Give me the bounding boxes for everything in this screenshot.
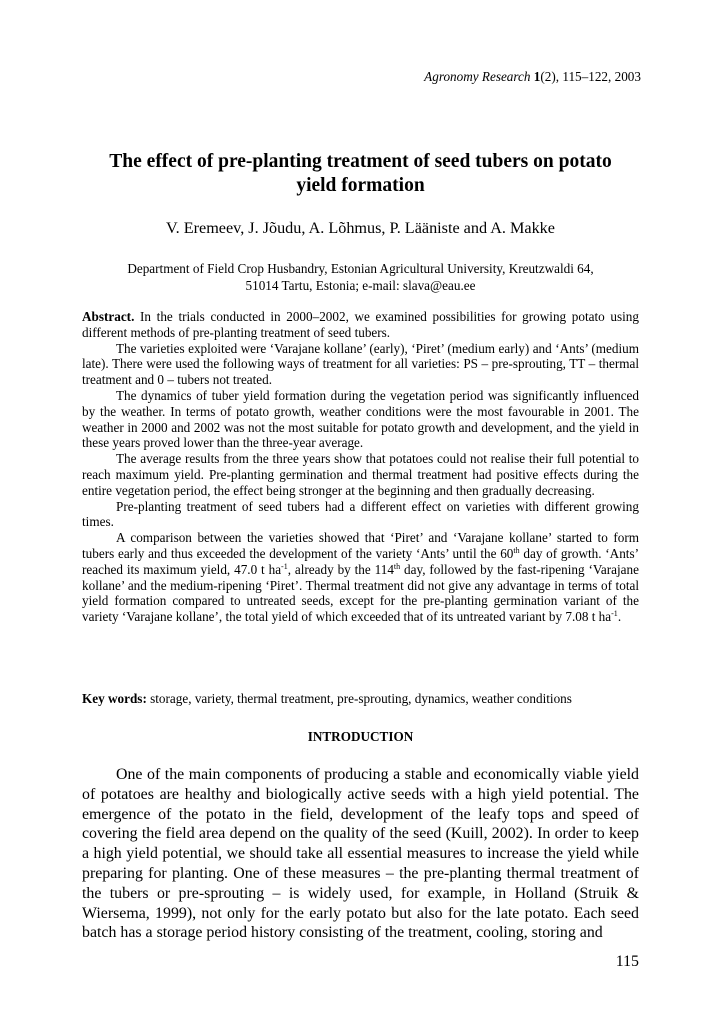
superscript-minus-one: -1 xyxy=(611,609,618,619)
paper-title xyxy=(80,150,641,198)
superscript-th: th xyxy=(513,545,520,555)
page-number: 115 xyxy=(615,953,639,970)
superscript-th: th xyxy=(393,561,401,571)
affiliation-line-1: Department of Field Crop Husbandry, Estonian Agricultural University, Kreutzwaldi 64, xyxy=(127,261,594,276)
introduction-paragraph-1: One of the main components of producing a stable and economically viable yield of potatoes are healthy and biologically active seeds with a high yield potential. The emergence of the potato in the field, development of the leafy tops and speed of covering the field area depend on the quality of the seed (Kuill, 2002). In order to keep a high yield potential, we should take all essential measures to increase the yield while preparing for planting. One of these measures – the pre-planting thermal treatment of the tubers or pre-sprouting – is widely used, for example, in Holland (Struik & Wiersema, 1999), not only for the early potato but also for the late potato. Each seed batch has a storage period history consisting of the treatment, cooling, storing and xyxy=(82,766,639,942)
abstract-paragraph-6 xyxy=(82,530,639,625)
abstract-paragraph-1 xyxy=(82,309,639,341)
author-list: V. Eremeev, J. Jõudu, A. Lõhmus, P. Lääniste and A. Makke xyxy=(166,219,555,237)
abstract-paragraph-4: The average results from the three years show that potatoes could not realise their full potential to reach maximum yield. Pre-planting germination and thermal treatment had positive effects during the entire vegetation period, the effect being stronger at the beginning and then gradually decreasing. xyxy=(82,451,639,498)
journal-name: Agronomy Research xyxy=(424,69,531,84)
abstract-paragraph-3: The dynamics of tuber yield formation during the vegetation period was significantly influenced by the weather. In terms of potato growth, weather conditions were the most favourable in 2001. The weather in 2000 and 2002 was not the most suitable for potato growth and development, and the yield in these years proved lower than the three-year average. xyxy=(82,387,639,451)
superscript-minus-one: -1 xyxy=(281,561,288,571)
section-heading-introduction: INTRODUCTION xyxy=(307,729,414,744)
abstract-text-6b: day of growth. ‘Ants’ reached its maximum yield, 47.0 t ha xyxy=(82,545,639,577)
abstract-label: Abstract. xyxy=(82,309,135,324)
affiliation xyxy=(80,260,641,294)
journal-citation xyxy=(424,69,641,85)
journal-issue-pages: (2), 115–122, 2003 xyxy=(540,69,641,84)
paper-title-line-1: The effect of pre-planting treatment of seed tubers on potato xyxy=(109,151,612,172)
paper-title-line-2: yield formation xyxy=(296,175,425,196)
abstract-text-6c: , already by the 114 xyxy=(287,561,394,577)
affiliation-line-2: 51014 Tartu, Estonia; e-mail: slava@eau.ee xyxy=(245,278,476,293)
keywords-label: Key words: xyxy=(82,691,147,706)
abstract-paragraph-5: Pre-planting treatment of seed tubers had a different effect on varieties with different growing times. xyxy=(82,498,639,530)
introduction-body xyxy=(82,765,639,943)
abstract xyxy=(82,309,639,625)
keywords-text: storage, variety, thermal treatment, pre-sprouting, dynamics, weather conditions xyxy=(146,691,572,706)
abstract-text-1: In the trials conducted in 2000–2002, we examined possibilities for growing potato using different methods of pre-planting treatment of seed tubers. xyxy=(82,309,639,340)
abstract-paragraph-2: The varieties exploited were ‘Varajane kollane’ (early), ‘Piret’ (medium early) and ‘Ants’ (medium late). There were used the following ways of treatment for all varieties: PS – pre-sprouting, TT – thermal treatment and 0 – tubers not treated. xyxy=(82,340,639,388)
abstract-text-6d: day, followed by the fast-ripening ‘Varajane kollane’ and the medium-ripening ‘Piret’. Thermal treatment did not give any advantage in terms of total yield formation compared to untreated seeds, except for the pre-planting germination variant of the variety ‘Varajane kollane’, the total yield of which exceeded that of its untreated variant by 7.08 t ha xyxy=(82,561,639,625)
abstract-text-6a: A comparison between the varieties showed that ‘Piret’ and ‘Varajane kollane’ started to form tubers early and thus exceeded the development of the variety ‘Ants’ until the 60 xyxy=(82,530,639,561)
journal-volume: 1 xyxy=(533,69,541,84)
abstract-text-6e: . xyxy=(617,609,622,625)
keywords xyxy=(82,691,639,707)
